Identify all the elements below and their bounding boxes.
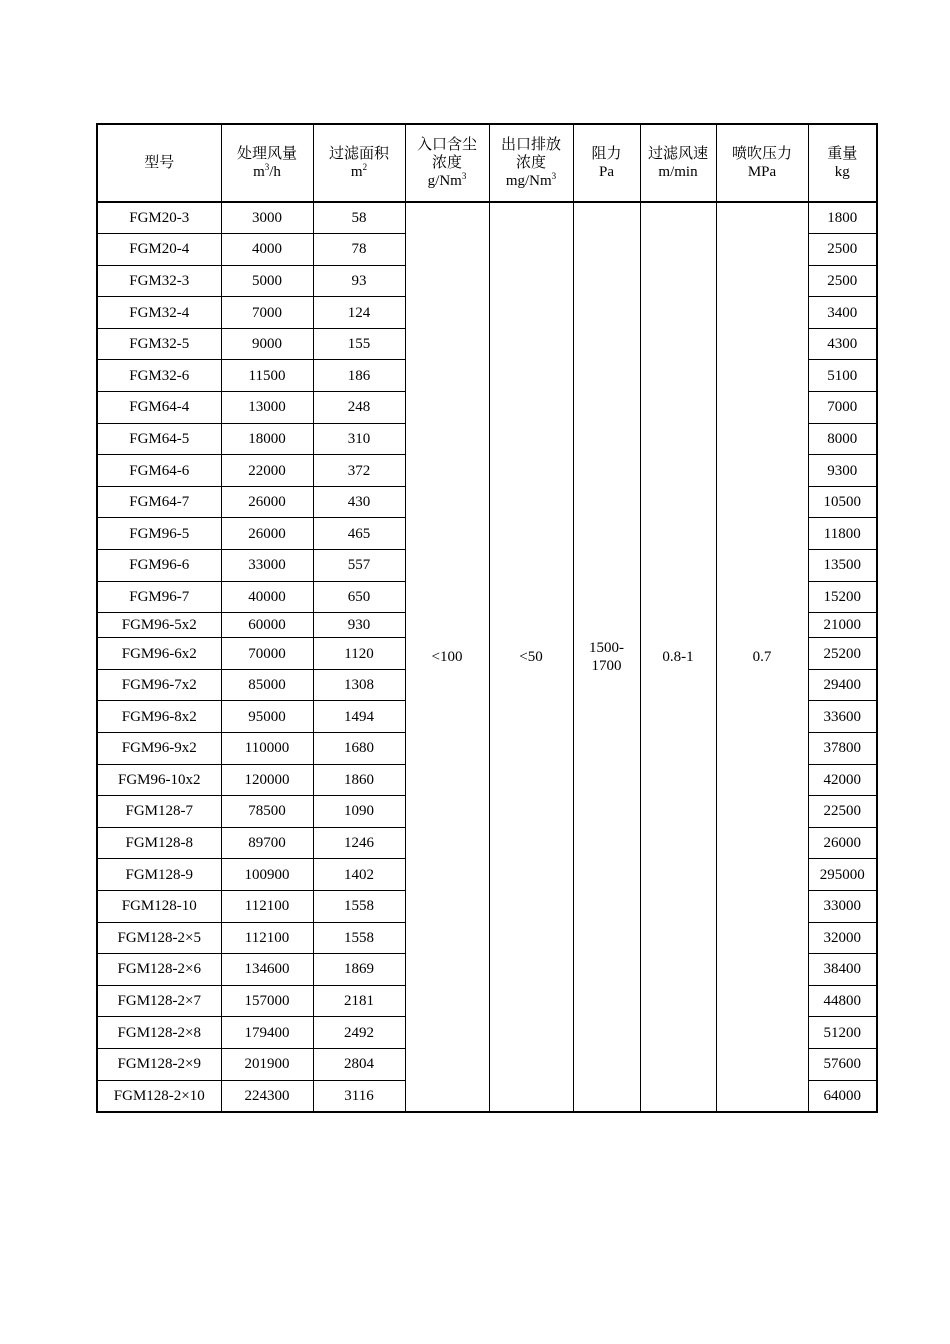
header-resistance-unit: Pa — [599, 164, 614, 180]
cell-weight: 33600 — [808, 701, 877, 733]
cell-filter-area: 465 — [313, 518, 405, 550]
cell-filter-area: 78 — [313, 234, 405, 266]
cell-filter-area: 2804 — [313, 1048, 405, 1080]
cell-model: FGM96-6 — [97, 550, 221, 582]
cell-model: FGM32-5 — [97, 328, 221, 360]
header-inlet-dust — [405, 124, 489, 202]
cell-model: FGM128-2×9 — [97, 1048, 221, 1080]
cell-model: FGM96-9x2 — [97, 733, 221, 765]
cell-filter-area: 2181 — [313, 985, 405, 1017]
cell-airflow: 7000 — [221, 297, 313, 329]
cell-filter-area: 557 — [313, 550, 405, 582]
cell-weight: 295000 — [808, 859, 877, 891]
cell-model: FGM64-7 — [97, 486, 221, 518]
header-filter-area-label: 过滤面积 — [328, 146, 389, 162]
cell-airflow: 110000 — [221, 733, 313, 765]
cell-airflow: 120000 — [221, 764, 313, 796]
cell-filter-area: 372 — [313, 455, 405, 487]
cell-weight: 2500 — [808, 265, 877, 297]
header-filter-speed — [640, 124, 716, 202]
cell-outlet: <50 — [489, 202, 573, 1112]
cell-weight: 26000 — [808, 827, 877, 859]
header-blow-pressure-label: 喷吹压力 — [731, 146, 792, 162]
header-filter-area-unit: $m^2$ — [350, 162, 368, 180]
cell-model: FGM96-8x2 — [97, 701, 221, 733]
cell-weight: 2500 — [808, 234, 877, 266]
cell-model: FGM96-5x2 — [97, 613, 221, 638]
cell-airflow: 179400 — [221, 1017, 313, 1049]
cell-airflow: 11500 — [221, 360, 313, 392]
cell-filter-area: 1308 — [313, 669, 405, 701]
cell-airflow: 157000 — [221, 985, 313, 1017]
cell-airflow: 85000 — [221, 669, 313, 701]
cell-weight: 13500 — [808, 550, 877, 582]
cell-model: FGM96-5 — [97, 518, 221, 550]
cell-filter-area: 248 — [313, 392, 405, 424]
cell-filter-area: 1558 — [313, 890, 405, 922]
cell-model: FGM96-6x2 — [97, 638, 221, 670]
cell-filter-area: 186 — [313, 360, 405, 392]
cell-model: FGM20-4 — [97, 234, 221, 266]
cell-filter-area: 1246 — [313, 827, 405, 859]
header-inlet-dust-line2: 浓度 — [431, 155, 462, 171]
cell-filter-area: 310 — [313, 423, 405, 455]
header-airflow-unit: $m^3/h$ — [253, 162, 281, 180]
header-weight-label: 重量 — [827, 146, 858, 162]
cell-filter-area: 1869 — [313, 954, 405, 986]
cell-filter-area: 124 — [313, 297, 405, 329]
cell-model: FGM32-6 — [97, 360, 221, 392]
cell-filter-area: 650 — [313, 581, 405, 613]
header-filter-speed-label: 过滤风速 — [647, 146, 708, 162]
header-inlet-dust-line1: 入口含尘 — [416, 137, 477, 153]
cell-model: FGM64-4 — [97, 392, 221, 424]
header-resistance-label: 阻力 — [591, 146, 622, 162]
cell-filter-area: 930 — [313, 613, 405, 638]
cell-filter-area: 93 — [313, 265, 405, 297]
cell-model: FGM128-7 — [97, 796, 221, 828]
cell-model: FGM20-3 — [97, 202, 221, 234]
cell-model: FGM96-7x2 — [97, 669, 221, 701]
cell-model: FGM128-9 — [97, 859, 221, 891]
header-blow-pressure — [716, 124, 808, 202]
header-weight-unit: kg — [834, 164, 850, 180]
header-outlet-unit: mg/Nm$^3$ — [505, 171, 557, 189]
cell-weight: 3400 — [808, 297, 877, 329]
cell-model: FGM128-2×8 — [97, 1017, 221, 1049]
cell-weight: 8000 — [808, 423, 877, 455]
header-airflow-label: 处理风量 — [236, 146, 297, 162]
cell-model: FGM128-2×7 — [97, 985, 221, 1017]
cell-airflow: 18000 — [221, 423, 313, 455]
cell-model: FGM128-2×5 — [97, 922, 221, 954]
cell-weight: 51200 — [808, 1017, 877, 1049]
cell-weight: 38400 — [808, 954, 877, 986]
header-outlet-line2: 浓度 — [515, 155, 546, 171]
header-filter-area — [313, 124, 405, 202]
cell-filter-area: 1558 — [313, 922, 405, 954]
header-filter-speed-unit: m/min — [658, 164, 698, 180]
cell-filter-speed: 0.8-1 — [640, 202, 716, 1112]
cell-airflow: 70000 — [221, 638, 313, 670]
header-weight — [808, 124, 877, 202]
cell-filter-area: 1090 — [313, 796, 405, 828]
cell-airflow: 4000 — [221, 234, 313, 266]
cell-weight: 21000 — [808, 613, 877, 638]
cell-model: FGM32-3 — [97, 265, 221, 297]
cell-airflow: 5000 — [221, 265, 313, 297]
spec-table — [96, 123, 878, 1113]
cell-airflow: 201900 — [221, 1048, 313, 1080]
header-inlet-dust-unit: g/Nm$^3$ — [427, 171, 467, 189]
cell-weight: 10500 — [808, 486, 877, 518]
cell-blow-pressure: 0.7 — [716, 202, 808, 1112]
cell-airflow: 9000 — [221, 328, 313, 360]
header-outlet — [489, 124, 573, 202]
cell-filter-area: 58 — [313, 202, 405, 234]
cell-weight: 4300 — [808, 328, 877, 360]
cell-resistance-line1: 1500- — [589, 639, 624, 656]
cell-model: FGM64-6 — [97, 455, 221, 487]
cell-filter-area: 2492 — [313, 1017, 405, 1049]
cell-weight: 7000 — [808, 392, 877, 424]
cell-weight: 44800 — [808, 985, 877, 1017]
header-model — [97, 124, 221, 202]
cell-filter-area: 3116 — [313, 1080, 405, 1112]
cell-filter-area: 1494 — [313, 701, 405, 733]
cell-weight: 37800 — [808, 733, 877, 765]
cell-airflow: 224300 — [221, 1080, 313, 1112]
cell-weight: 29400 — [808, 669, 877, 701]
cell-model: FGM128-2×10 — [97, 1080, 221, 1112]
cell-inlet-dust: <100 — [405, 202, 489, 1112]
cell-airflow: 26000 — [221, 486, 313, 518]
cell-weight: 57600 — [808, 1048, 877, 1080]
cell-weight: 9300 — [808, 455, 877, 487]
cell-airflow: 13000 — [221, 392, 313, 424]
cell-weight: 33000 — [808, 890, 877, 922]
table-body — [97, 202, 877, 1112]
cell-airflow: 40000 — [221, 581, 313, 613]
cell-airflow: 112100 — [221, 922, 313, 954]
cell-airflow: 26000 — [221, 518, 313, 550]
cell-weight: 22500 — [808, 796, 877, 828]
cell-airflow: 60000 — [221, 613, 313, 638]
cell-model: FGM128-2×6 — [97, 954, 221, 986]
cell-weight: 1800 — [808, 202, 877, 234]
cell-weight: 25200 — [808, 638, 877, 670]
cell-filter-area: 1120 — [313, 638, 405, 670]
cell-model: FGM128-8 — [97, 827, 221, 859]
cell-airflow: 3000 — [221, 202, 313, 234]
cell-weight: 32000 — [808, 922, 877, 954]
cell-resistance-line2: 1700 — [591, 657, 622, 674]
cell-resistance — [573, 202, 640, 1112]
header-outlet-line1: 出口排放 — [500, 137, 561, 153]
header-blow-pressure-unit: MPa — [747, 164, 777, 180]
cell-model: FGM96-7 — [97, 581, 221, 613]
cell-weight: 42000 — [808, 764, 877, 796]
cell-filter-area: 1680 — [313, 733, 405, 765]
cell-filter-area: 1860 — [313, 764, 405, 796]
cell-airflow: 95000 — [221, 701, 313, 733]
cell-filter-area: 1402 — [313, 859, 405, 891]
cell-airflow: 89700 — [221, 827, 313, 859]
cell-airflow: 134600 — [221, 954, 313, 986]
cell-airflow: 33000 — [221, 550, 313, 582]
header-model-label: 型号 — [144, 155, 175, 171]
cell-airflow: 100900 — [221, 859, 313, 891]
cell-weight: 5100 — [808, 360, 877, 392]
cell-model: FGM96-10x2 — [97, 764, 221, 796]
cell-airflow: 112100 — [221, 890, 313, 922]
header-row — [97, 124, 877, 202]
cell-weight: 64000 — [808, 1080, 877, 1112]
cell-model: FGM128-10 — [97, 890, 221, 922]
cell-filter-area: 430 — [313, 486, 405, 518]
cell-airflow: 22000 — [221, 455, 313, 487]
cell-filter-area: 155 — [313, 328, 405, 360]
cell-weight: 11800 — [808, 518, 877, 550]
table-row — [97, 202, 877, 234]
cell-model: FGM64-5 — [97, 423, 221, 455]
header-airflow — [221, 124, 313, 202]
header-resistance — [573, 124, 640, 202]
cell-model: FGM32-4 — [97, 297, 221, 329]
cell-airflow: 78500 — [221, 796, 313, 828]
cell-weight: 15200 — [808, 581, 877, 613]
